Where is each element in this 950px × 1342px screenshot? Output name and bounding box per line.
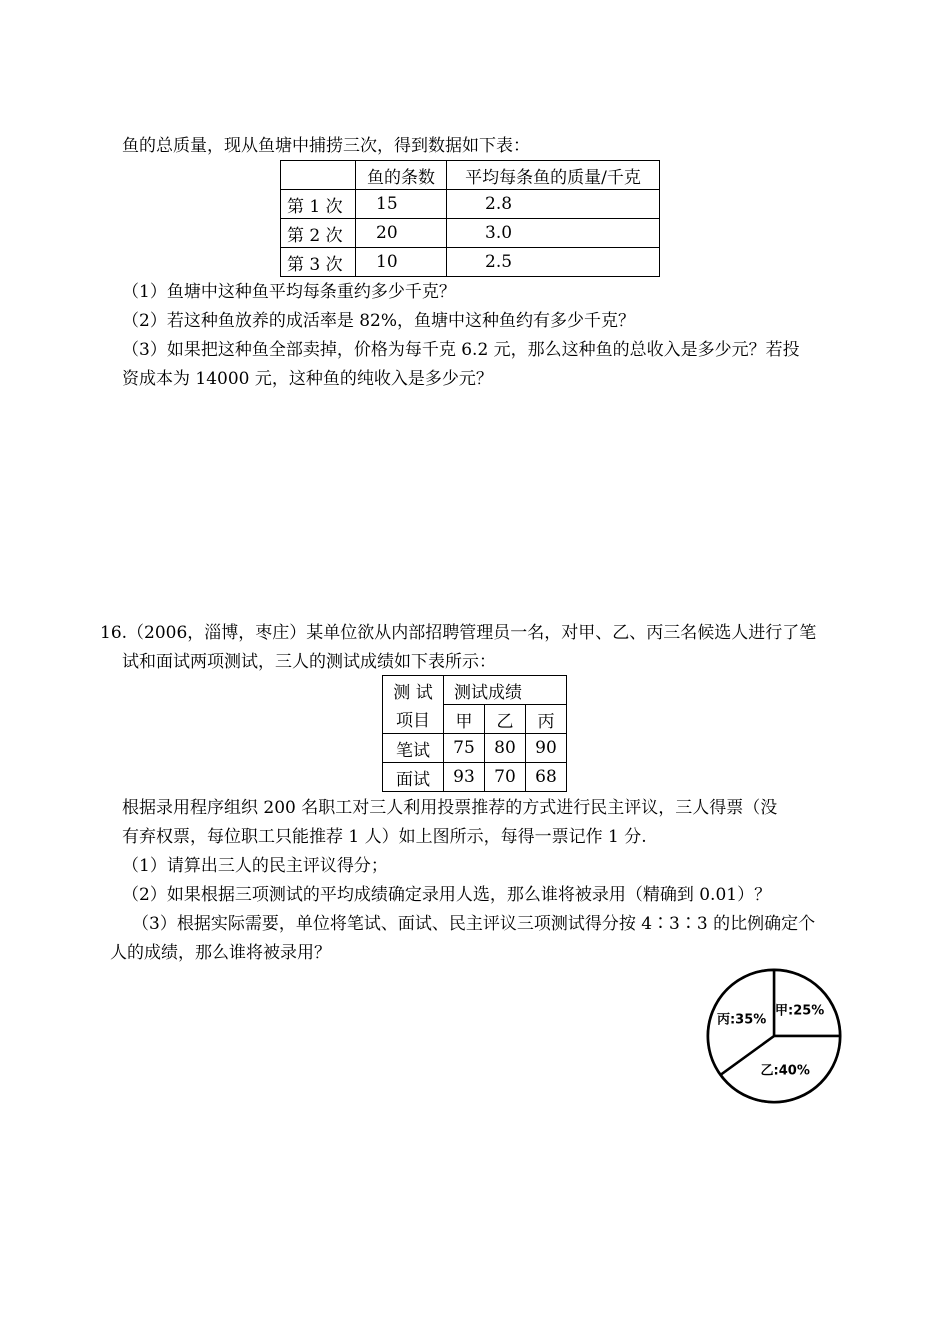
fish-table bbox=[280, 160, 660, 277]
score-header: 测试成绩 bbox=[444, 676, 567, 705]
p15-intro: 鱼的总质量，现从鱼塘中捕捞三次，得到数据如下表： bbox=[122, 136, 530, 156]
score-cell: 93 bbox=[444, 763, 485, 792]
table-cell: 第 3 次 bbox=[281, 248, 356, 277]
score-cell: 70 bbox=[485, 763, 526, 792]
table-cell: 3.0 bbox=[447, 219, 660, 248]
p16-question-3-line-2: 人的成绩，那么谁将被录用？ bbox=[110, 943, 331, 963]
corner-label-top: 测 试 bbox=[383, 676, 444, 705]
table-cell: 20 bbox=[356, 219, 447, 248]
p16-stem-line-1: 16.（2006，淄博，枣庄）某单位欲从内部招聘管理员一名，对甲、乙、丙三名候选人进行了笔 bbox=[100, 623, 817, 643]
scores-table bbox=[382, 675, 567, 792]
row-label: 笔试 bbox=[383, 734, 444, 763]
candidate-header: 丙 bbox=[526, 705, 567, 734]
p15-question-3-line-1: （3）如果把这种鱼全部卖掉，价格为每千克 6.2 元，那么这种鱼的总收入是多少元？若投 bbox=[122, 340, 800, 360]
p16-question-3-line-1: （3）根据实际需要，单位将笔试、面试、民主评议三项测试得分按 4∶3∶3 的比例确定个 bbox=[132, 914, 816, 934]
table-cell: 2.5 bbox=[447, 248, 660, 277]
table-header-cell bbox=[281, 161, 356, 190]
candidate-header: 乙 bbox=[485, 705, 526, 734]
p16-question-1: （1）请算出三人的民主评议得分； bbox=[122, 856, 388, 876]
table-row bbox=[281, 190, 660, 219]
table-row bbox=[383, 676, 567, 705]
pie-label-丙: 丙:35% bbox=[716, 1012, 767, 1028]
p16-paragraph-line-1: 根据录用程序组织 200 名职工对三人利用投票推荐的方式进行民主评议，三人得票（没 bbox=[122, 798, 778, 818]
table-cell: 第 2 次 bbox=[281, 219, 356, 248]
table-cell: 10 bbox=[356, 248, 447, 277]
table-cell: 第 1 次 bbox=[281, 190, 356, 219]
table-row bbox=[383, 734, 567, 763]
table-cell: 2.8 bbox=[447, 190, 660, 219]
table-row bbox=[281, 161, 660, 190]
p16-stem-line-2: 试和面试两项测试，三人的测试成绩如下表所示： bbox=[122, 652, 496, 672]
p15-question-1: （1）鱼塘中这种鱼平均每条重约多少千克？ bbox=[122, 282, 456, 302]
table-header-cell: 平均每条鱼的质量/千克 bbox=[447, 161, 660, 190]
score-cell: 90 bbox=[526, 734, 567, 763]
score-cell: 80 bbox=[485, 734, 526, 763]
table-cell: 15 bbox=[356, 190, 447, 219]
corner-label-bottom: 项目 bbox=[383, 705, 444, 734]
score-cell: 68 bbox=[526, 763, 567, 792]
table-row bbox=[281, 248, 660, 277]
table-row bbox=[281, 219, 660, 248]
pie-label-甲: 甲:25% bbox=[775, 1003, 825, 1019]
table-header-cell: 鱼的条数 bbox=[356, 161, 447, 190]
p16-question-2: （2）如果根据三项测试的平均成绩确定录用人选，那么谁将被录用（精确到 0.01）？ bbox=[122, 885, 772, 905]
score-cell: 75 bbox=[444, 734, 485, 763]
p16-paragraph-line-2: 有弃权票，每位职工只能推荐 1 人）如上图所示，每得一票记作 1 分. bbox=[122, 827, 647, 847]
candidate-header: 甲 bbox=[444, 705, 485, 734]
table-row bbox=[383, 705, 567, 734]
table-row bbox=[383, 763, 567, 792]
pie-label-乙: 乙:40% bbox=[760, 1063, 810, 1079]
p15-question-2: （2）若这种鱼放养的成活率是 82%，鱼塘中这种鱼约有多少千克？ bbox=[122, 311, 636, 331]
vote-pie-chart bbox=[700, 968, 850, 1113]
row-label: 面试 bbox=[383, 763, 444, 792]
p15-question-3-line-2: 资成本为 14000 元，这种鱼的纯收入是多少元？ bbox=[122, 369, 493, 389]
